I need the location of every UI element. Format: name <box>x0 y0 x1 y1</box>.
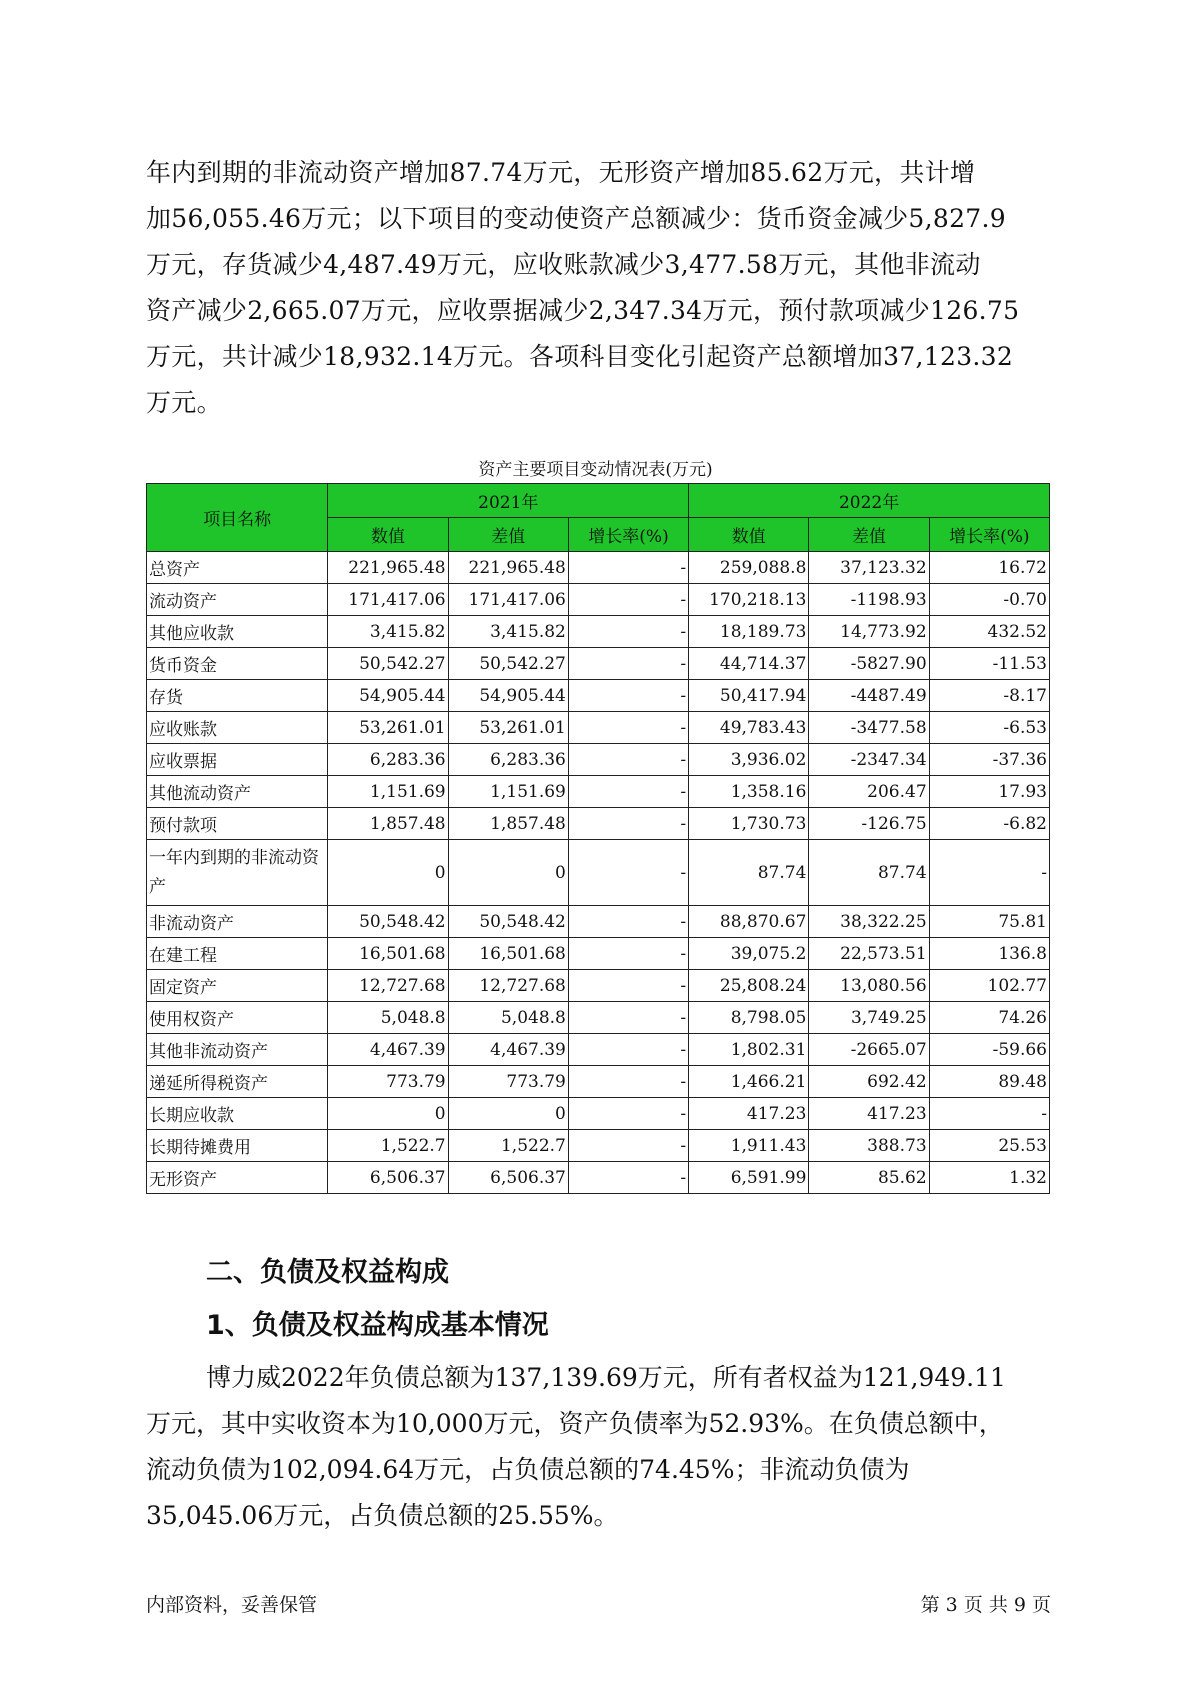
table-row <box>147 552 1050 584</box>
table-cell: 6,283.36 <box>328 744 448 776</box>
table-cell: 1,522.7 <box>328 1130 448 1162</box>
paragraph-line: 万元，存货减少4,487.49万元，应收账款减少3,477.58万元，其他非流动 <box>146 250 981 279</box>
table-cell: 5,048.8 <box>328 1002 448 1034</box>
table-cell: -37.36 <box>929 744 1049 776</box>
table-cell: 13,080.56 <box>809 970 929 1002</box>
table-body <box>147 552 1050 1194</box>
row-item-name: 非流动资产 <box>147 906 328 938</box>
paragraph-line: 流动负债为102,094.64万元，占负债总额的74.45%；非流动负债为 <box>146 1455 910 1484</box>
table-cell: 1,358.16 <box>689 776 809 808</box>
paragraph-line: 万元，其中实收资本为10,000万元，资产负债率为52.93%。在负债总额中， <box>146 1409 1004 1438</box>
table-cell: 38,322.25 <box>809 906 929 938</box>
header-year-2021: 2021年 <box>328 484 689 518</box>
table-cell: - <box>568 648 688 680</box>
table-cell: -2665.07 <box>809 1034 929 1066</box>
table-row <box>147 970 1050 1002</box>
table-cell: 3,415.82 <box>448 616 568 648</box>
table-cell: 17.93 <box>929 776 1049 808</box>
table-row <box>147 648 1050 680</box>
paragraph-line: 35,045.06万元，占负债总额的25.55%。 <box>146 1501 619 1530</box>
table-cell: - <box>568 1002 688 1034</box>
table-cell: 3,415.82 <box>328 616 448 648</box>
row-item-name: 一年内到期的非流动资产 <box>147 840 328 906</box>
row-item-name: 预付款项 <box>147 808 328 840</box>
table-cell: 85.62 <box>809 1162 929 1194</box>
table-cell: - <box>568 680 688 712</box>
table-row <box>147 1162 1050 1194</box>
table-cell: 44,714.37 <box>689 648 809 680</box>
table-cell: -2347.34 <box>809 744 929 776</box>
table-cell: - <box>568 584 688 616</box>
subheader-growth-rate: 增长率(%) <box>929 518 1049 552</box>
table-cell: 102.77 <box>929 970 1049 1002</box>
subheader-growth-rate: 增长率(%) <box>568 518 688 552</box>
table-cell: - <box>568 776 688 808</box>
table-row <box>147 680 1050 712</box>
table-cell: 171,417.06 <box>328 584 448 616</box>
row-item-name: 固定资产 <box>147 970 328 1002</box>
header-year-2022: 2022年 <box>689 484 1050 518</box>
table-cell: 6,506.37 <box>448 1162 568 1194</box>
table-cell: 6,283.36 <box>448 744 568 776</box>
table-row <box>147 808 1050 840</box>
row-item-name: 递延所得税资产 <box>147 1066 328 1098</box>
table-row <box>147 1098 1050 1130</box>
table-cell: 87.74 <box>809 840 929 906</box>
table-cell: - <box>568 906 688 938</box>
table-cell: 25.53 <box>929 1130 1049 1162</box>
table-cell: 1,857.48 <box>328 808 448 840</box>
table-cell: - <box>568 1130 688 1162</box>
row-item-name: 应收账款 <box>147 712 328 744</box>
table-cell: 432.52 <box>929 616 1049 648</box>
table-cell: 16,501.68 <box>328 938 448 970</box>
table-cell: - <box>568 938 688 970</box>
table-cell: 206.47 <box>809 776 929 808</box>
row-item-name: 存货 <box>147 680 328 712</box>
table-cell: 50,548.42 <box>448 906 568 938</box>
table-header-row <box>147 484 1050 518</box>
table-cell: 6,506.37 <box>328 1162 448 1194</box>
table-cell: 5,048.8 <box>448 1002 568 1034</box>
table-cell: 14,773.92 <box>809 616 929 648</box>
table-row <box>147 840 1050 906</box>
table-row <box>147 906 1050 938</box>
table-cell: 136.8 <box>929 938 1049 970</box>
paragraph-line: 博力威2022年负债总额为137,139.69万元，所有者权益为121,949.11 <box>206 1363 1006 1392</box>
table-cell: - <box>568 616 688 648</box>
table-cell: 54,905.44 <box>328 680 448 712</box>
table-cell: 1,802.31 <box>689 1034 809 1066</box>
table-cell: - <box>568 1098 688 1130</box>
table-cell: 170,218.13 <box>689 584 809 616</box>
table-cell: 692.42 <box>809 1066 929 1098</box>
table-cell: 53,261.01 <box>448 712 568 744</box>
table-cell: 49,783.43 <box>689 712 809 744</box>
subheader-difference: 差值 <box>809 518 929 552</box>
row-item-name: 货币资金 <box>147 648 328 680</box>
table-cell: 50,548.42 <box>328 906 448 938</box>
table-cell: - <box>568 808 688 840</box>
table-cell: 75.81 <box>929 906 1049 938</box>
table-cell: 1,151.69 <box>448 776 568 808</box>
table-cell: 89.48 <box>929 1066 1049 1098</box>
table-cell: 0 <box>328 840 448 906</box>
table-cell: - <box>929 1098 1049 1130</box>
table-cell: -6.82 <box>929 808 1049 840</box>
row-item-name: 其他流动资产 <box>147 776 328 808</box>
table-cell: 417.23 <box>809 1098 929 1130</box>
table-cell: 50,417.94 <box>689 680 809 712</box>
row-item-name: 在建工程 <box>147 938 328 970</box>
table-cell: -6.53 <box>929 712 1049 744</box>
table-cell: 773.79 <box>328 1066 448 1098</box>
table-cell: 171,417.06 <box>448 584 568 616</box>
table-cell: 16.72 <box>929 552 1049 584</box>
subsection-heading: 1、负债及权益构成基本情况 <box>206 1310 549 1341</box>
table-cell: 4,467.39 <box>448 1034 568 1066</box>
row-item-name: 应收票据 <box>147 744 328 776</box>
table-cell: 6,591.99 <box>689 1162 809 1194</box>
table-cell: 39,075.2 <box>689 938 809 970</box>
paragraph-line: 万元，共计减少18,932.14万元。各项科目变化引起资产总额增加37,123.32 <box>146 342 1014 371</box>
subheader-value: 数值 <box>328 518 448 552</box>
table-cell: 1,911.43 <box>689 1130 809 1162</box>
table-cell: - <box>568 1066 688 1098</box>
table-cell: -4487.49 <box>809 680 929 712</box>
header-item-name: 项目名称 <box>147 484 328 552</box>
table-cell: - <box>929 840 1049 906</box>
table-cell: 1,466.21 <box>689 1066 809 1098</box>
table-cell: 221,965.48 <box>328 552 448 584</box>
table-cell: 12,727.68 <box>448 970 568 1002</box>
table-cell: 1,730.73 <box>689 808 809 840</box>
asset-change-paragraph <box>146 150 1066 426</box>
table-cell: 37,123.32 <box>809 552 929 584</box>
footer-page-number: 第 3 页 共 9 页 <box>920 1594 1051 1616</box>
table-cell: -0.70 <box>929 584 1049 616</box>
table-cell: 50,542.27 <box>448 648 568 680</box>
table-row <box>147 1002 1050 1034</box>
table-cell: - <box>568 744 688 776</box>
table-cell: 12,727.68 <box>328 970 448 1002</box>
paragraph-line: 资产减少2,665.07万元，应收票据减少2,347.34万元，预付款项减少126.75 <box>146 296 1020 325</box>
subheader-value: 数值 <box>689 518 809 552</box>
table-cell: 1,151.69 <box>328 776 448 808</box>
table-cell: 3,749.25 <box>809 1002 929 1034</box>
table-cell: -59.66 <box>929 1034 1049 1066</box>
table-cell: 3,936.02 <box>689 744 809 776</box>
table-cell: -1198.93 <box>809 584 929 616</box>
row-item-name: 总资产 <box>147 552 328 584</box>
liability-paragraph <box>146 1355 1066 1539</box>
section-heading: 二、负债及权益构成 <box>206 1257 449 1288</box>
row-item-name: 其他非流动资产 <box>147 1034 328 1066</box>
table-cell: -5827.90 <box>809 648 929 680</box>
table-cell: 8,798.05 <box>689 1002 809 1034</box>
table-cell: 4,467.39 <box>328 1034 448 1066</box>
asset-change-table <box>146 483 1050 1194</box>
row-item-name: 长期应收款 <box>147 1098 328 1130</box>
table-cell: - <box>568 1034 688 1066</box>
table-row <box>147 584 1050 616</box>
row-item-name: 流动资产 <box>147 584 328 616</box>
table-cell: 18,189.73 <box>689 616 809 648</box>
table-row <box>147 776 1050 808</box>
table-cell: 773.79 <box>448 1066 568 1098</box>
table-cell: - <box>568 840 688 906</box>
table-cell: 259,088.8 <box>689 552 809 584</box>
subheader-difference: 差值 <box>448 518 568 552</box>
table-cell: 54,905.44 <box>448 680 568 712</box>
table-row <box>147 744 1050 776</box>
table-cell: - <box>568 552 688 584</box>
table-cell: 388.73 <box>809 1130 929 1162</box>
table-row <box>147 1034 1050 1066</box>
table-cell: 22,573.51 <box>809 938 929 970</box>
table-cell: -3477.58 <box>809 712 929 744</box>
table-cell: 87.74 <box>689 840 809 906</box>
table-cell: - <box>568 970 688 1002</box>
row-item-name: 其他应收款 <box>147 616 328 648</box>
row-item-name: 长期待摊费用 <box>147 1130 328 1162</box>
table-row <box>147 1066 1050 1098</box>
table-cell: 16,501.68 <box>448 938 568 970</box>
table-cell: 88,870.67 <box>689 906 809 938</box>
table-row <box>147 616 1050 648</box>
row-item-name: 无形资产 <box>147 1162 328 1194</box>
table-row <box>147 712 1050 744</box>
table-cell: -126.75 <box>809 808 929 840</box>
paragraph-line: 万元。 <box>146 388 222 417</box>
table-cell: 74.26 <box>929 1002 1049 1034</box>
table-cell: 1.32 <box>929 1162 1049 1194</box>
paragraph-line: 年内到期的非流动资产增加87.74万元，无形资产增加85.62万元，共计增 <box>146 158 976 187</box>
table-cell: 0 <box>448 1098 568 1130</box>
table-cell: -8.17 <box>929 680 1049 712</box>
table-cell: 1,857.48 <box>448 808 568 840</box>
footer-confidential-note: 内部资料，妥善保管 <box>146 1594 318 1616</box>
table-cell: - <box>568 1162 688 1194</box>
row-item-name: 使用权资产 <box>147 1002 328 1034</box>
table-caption: 资产主要项目变动情况表(万元) <box>478 460 713 480</box>
table-cell: - <box>568 712 688 744</box>
table-row <box>147 1130 1050 1162</box>
table-row <box>147 938 1050 970</box>
table-cell: 53,261.01 <box>328 712 448 744</box>
table-cell: 25,808.24 <box>689 970 809 1002</box>
table-cell: 50,542.27 <box>328 648 448 680</box>
table-cell: 1,522.7 <box>448 1130 568 1162</box>
table-cell: 417.23 <box>689 1098 809 1130</box>
table-cell: 0 <box>328 1098 448 1130</box>
table-cell: 221,965.48 <box>448 552 568 584</box>
table-cell: 0 <box>448 840 568 906</box>
table-cell: -11.53 <box>929 648 1049 680</box>
paragraph-line: 加56,055.46万元；以下项目的变动使资产总额减少：货币资金减少5,827.9 <box>146 204 1006 233</box>
